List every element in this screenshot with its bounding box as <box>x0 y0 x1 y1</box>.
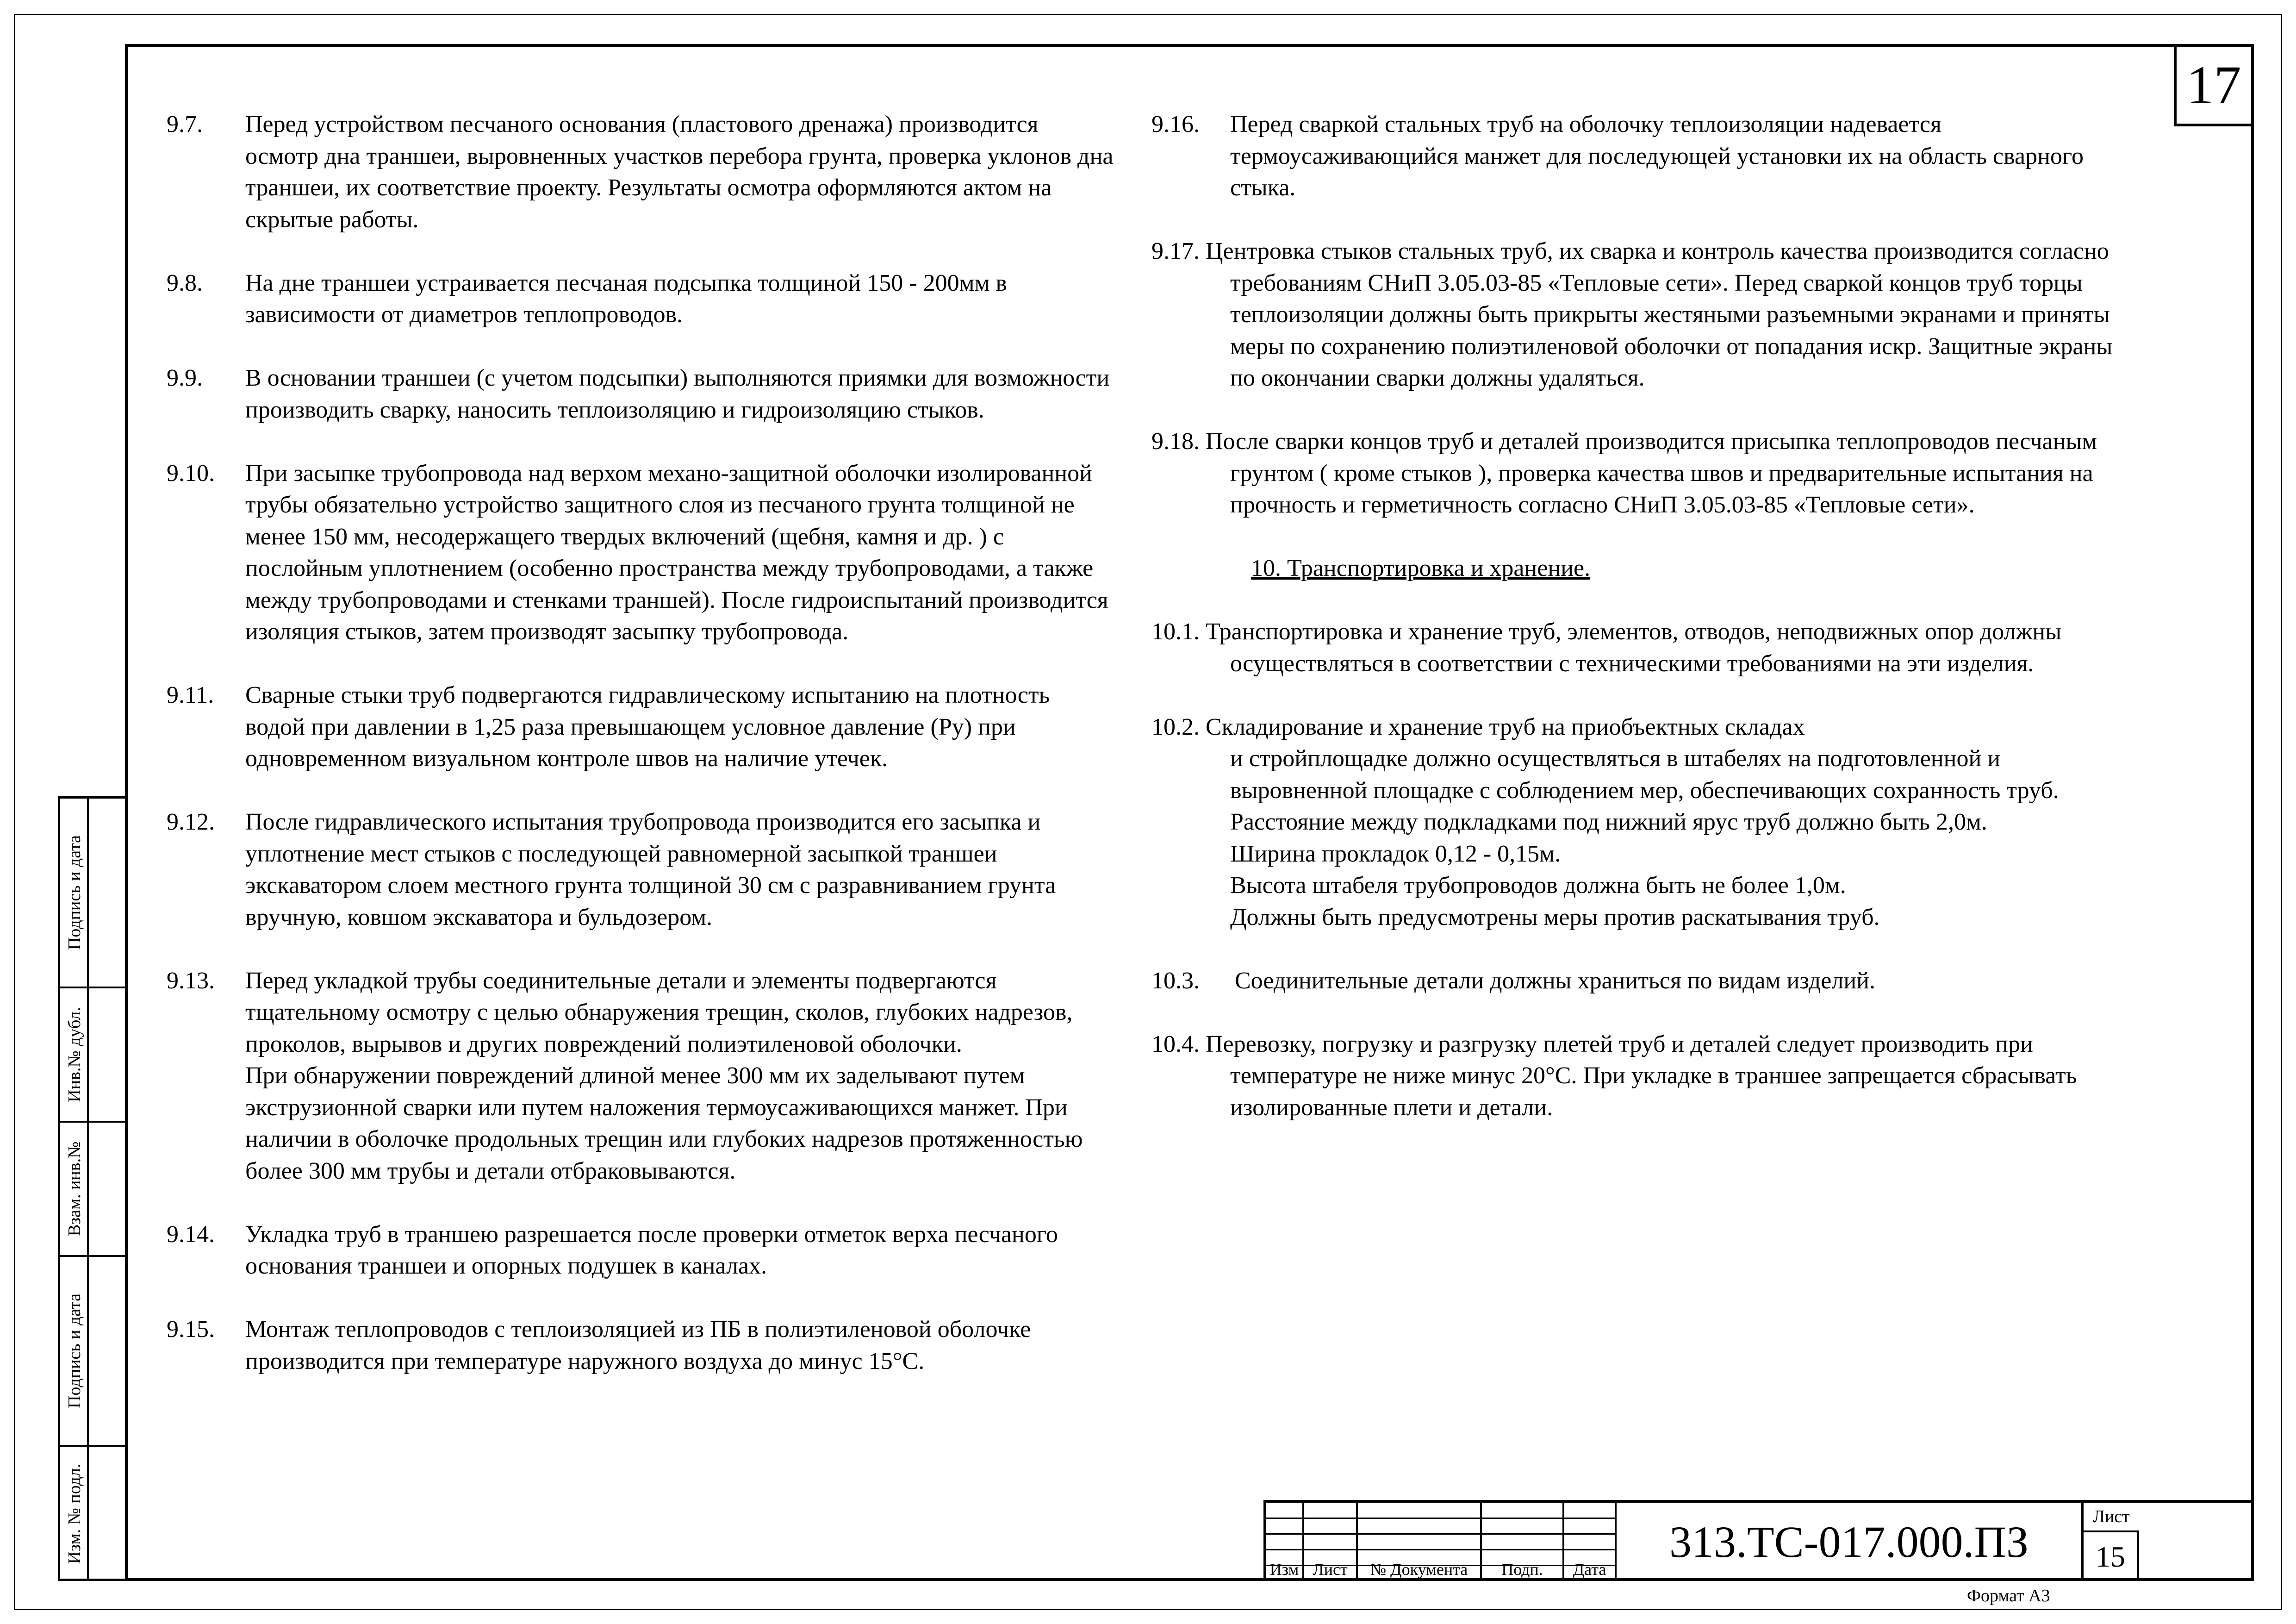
col-list <box>1304 1503 1358 1581</box>
side-cell-signature-2 <box>60 1257 125 1447</box>
clause-text: Перед сваркой стальных труб на оболочку теплоизоляции надевается термоусаживающийся манжет для последующей установки их на область сварного стыка. <box>1230 111 2084 201</box>
title-block <box>1263 1500 2254 1581</box>
clause-number: 9.15. <box>167 1316 215 1343</box>
clause-text: На дне траншеи устраивается песчаная подсыпка толщиной 150 - 200мм в зависимости от диаметров теплопроводов. <box>245 269 1007 328</box>
clause-number: 10.3. <box>1151 967 1200 994</box>
clause-number: 9.17. <box>1151 238 1200 264</box>
clause-number: 9.12. <box>167 809 215 835</box>
clause-number: 9.9. <box>167 365 203 391</box>
clause-line: Должны быть предусмотрены меры против раскатывания труб. <box>1230 904 1880 931</box>
clause-number: 9.11. <box>167 682 214 708</box>
side-label: Подпись и дата <box>65 1293 84 1409</box>
clause-number: 10.1. <box>1151 618 1200 645</box>
header-izm: Изм <box>1269 1560 1299 1579</box>
right-column <box>1151 109 2137 1156</box>
header-signature: Подп. <box>1501 1560 1543 1579</box>
clause-line: Высота штабеля трубопроводов должна быть не более 1,0м. <box>1230 872 1846 899</box>
clause-9-15 <box>167 1314 1115 1377</box>
header-list: Лист <box>1313 1560 1348 1579</box>
clause-text: Транспортировка и хранение труб, элементов, отводов, неподвижных опор должны осуществляться в соответствии с техническими требованиями на эти изделия. <box>1206 618 2062 677</box>
clause-9-16 <box>1151 109 2137 204</box>
side-label: Подпись и дата <box>65 835 84 950</box>
side-cell-inv-podl <box>60 1447 125 1581</box>
clause-number: 9.8. <box>167 269 203 296</box>
clause-text: В основании траншеи (с учетом подсыпки) выполняются приямки для возможности производить сварку, наносить теплоизоляцию и гидроизоляцию стыков. <box>245 365 1110 423</box>
sheet-number: 15 <box>2084 1530 2139 1581</box>
clause-line: Ширина прокладок 0,12 - 0,15м. <box>1230 840 1561 867</box>
side-label: Взам. инв.№ <box>65 1141 84 1237</box>
clause-text: Укладка труб в траншею разрешается после проверки отметок верха песчаного основания траншеи и опорных подушек в каналах. <box>245 1221 1058 1279</box>
clause-9-9 <box>167 362 1115 426</box>
clause-text: Перед устройством песчаного основания (пластового дренажа) производится осмотр дна траншеи, выровненных участков перебора грунта, проверка уклонов дна траншеи, их соответствие проекту. Результаты осмотра оформляются актом на скрытые работы. <box>245 111 1114 233</box>
clause-text: Соединительные детали должны храниться по видам изделий. <box>1235 967 1875 994</box>
clause-9-7 <box>167 109 1115 236</box>
corner-sheet-number: 17 <box>2174 44 2254 126</box>
section-title: 10. Транспортировка и хранение. <box>1251 555 1591 581</box>
clause-number: 9.7. <box>167 111 203 137</box>
clause-number: 9.14. <box>167 1221 215 1248</box>
header-document: № Документа <box>1370 1560 1468 1579</box>
col-document <box>1358 1503 1482 1581</box>
clause-10-1 <box>1151 616 2137 680</box>
clause-text: Перед укладкой трубы соединительные детали и элементы подвергаются тщательному осмотру с целью обнаружения трещин, сколов, глубоких надрезов, проколов, вырывов и других повреждений полиэтиленовой оболочки. <box>245 967 1073 1057</box>
clause-text: После гидравлического испытания трубопровода производится его засыпка и уплотнение мест стыков с последующей равномерной засыпкой траншеи экскаватором слоем местного грунта толщиной 30 см с разравниванием грунта вручную, ковшом экскаватора и бульдозером. <box>245 809 1056 931</box>
clause-number: 9.13. <box>167 967 215 994</box>
side-stamp <box>58 796 125 1581</box>
side-label: Инв.№ дубл. <box>65 1007 84 1102</box>
side-label: Изм. № подл. <box>65 1463 84 1564</box>
clause-text: Монтаж теплопроводов с теплоизоляцией из ПБ в полиэтиленовой оболочке производится при температуре наружного воздуха до минус 15°С. <box>245 1316 1031 1374</box>
clause-number: 9.10. <box>167 460 215 487</box>
clause-9-11 <box>167 680 1115 775</box>
clause-9-13 <box>167 965 1115 1187</box>
clause-9-14 <box>167 1219 1115 1282</box>
header-date: Дата <box>1573 1560 1606 1579</box>
clause-number: 10.4. <box>1151 1031 1200 1057</box>
side-cell-inv-dubl <box>60 988 125 1123</box>
clause-number: 10.2. <box>1151 713 1200 740</box>
left-column <box>167 109 1115 1409</box>
format-label: Формат А3 <box>1967 1586 2050 1605</box>
clause-9-8 <box>167 268 1115 331</box>
clause-text-continued: При обнаружении повреждений длиной менее 300 мм их заделывают путем экструзионной сварки или путем наложения термоусаживающихся манжет. При наличии в оболочке продольных трещин или глубоких надрезов протяженностью более 300 мм трубы и детали отбраковываются. <box>245 1062 1083 1184</box>
clause-number: 9.18. <box>1151 428 1200 455</box>
clause-9-17 <box>1151 236 2137 394</box>
clause-number: 9.16. <box>1151 111 1200 137</box>
side-cell-signature-1 <box>60 799 125 988</box>
clause-line: Расстояние между подкладками под нижний ярус труб должно быть 2,0м. <box>1230 809 1987 835</box>
clause-text: Складирование и хранение труб на приобъектных складах <box>1206 713 1805 740</box>
clause-10-3 <box>1151 965 2137 997</box>
clause-9-10 <box>167 458 1115 648</box>
clause-10-2 <box>1151 712 2137 934</box>
sheet-label: Лист <box>2093 1507 2130 1526</box>
revision-table <box>1266 1503 1617 1581</box>
clause-10-4 <box>1151 1029 2137 1124</box>
clause-text: Центровка стыков стальных труб, их сварка и контроль качества производится согласно требованиям СНиП 3.05.03-85 «Тепловые сети». Перед сваркой концов труб торцы теплоизоляции должны быть прикрыты жестяными разъемными экранами и приняты меры по сохранению полиэтиленовой оболочки от попадания искр. Защитные экраны по окончании сварки должны удаляться. <box>1206 238 2113 391</box>
clause-text: Перевозку, погрузку и разгрузку плетей труб и деталей следует производить при температуре не ниже минус 20°С. При укладке в траншее запрещается сбрасывать изолированные плети и детали. <box>1206 1031 2077 1121</box>
clause-text: После сварки концов труб и деталей производится присыпка теплопроводов песчаным грунтом ( кроме стыков ), проверка качества швов и предварительные испытания на прочность и герметичность согласно СНиП 3.05.03-85 «Тепловые сети». <box>1206 428 2097 518</box>
clause-line: и стройплощадке должно осуществляться в штабелях на подготовленной и выровненной площадке с соблюдением мер, обеспечивающих сохранность труб. <box>1230 745 2059 804</box>
side-cell-vzam-inv <box>60 1123 125 1257</box>
clause-9-18 <box>1151 426 2137 521</box>
document-code: 313.ТС-017.000.ПЗ <box>1669 1517 2029 1567</box>
clause-text: При засыпке трубопровода над верхом механо-защитной оболочки изолированной трубы обязательно устройство защитного слоя из песчаного грунта толщиной не менее 150 мм, несодержащего твердых включений (щебня, камня и др. ) с послойным уплотнением (особенно пространства между трубопроводами, а также между трубопроводами и стенками траншей). После гидроиспытаний производится изоляция стыков, затем производят засыпку трубопровода. <box>245 460 1108 645</box>
clause-text: Сварные стыки труб подвергаются гидравлическому испытанию на плотность водой при давлении в 1,25 раза превышающем условное давление (Ру) при одновременном визуальном контроле швов на наличие утечек. <box>245 682 1050 772</box>
clause-9-12 <box>167 806 1115 933</box>
sheet-box <box>2081 1503 2257 1581</box>
col-date <box>1564 1503 1617 1581</box>
col-izm <box>1266 1503 1304 1581</box>
col-signature <box>1482 1503 1564 1581</box>
